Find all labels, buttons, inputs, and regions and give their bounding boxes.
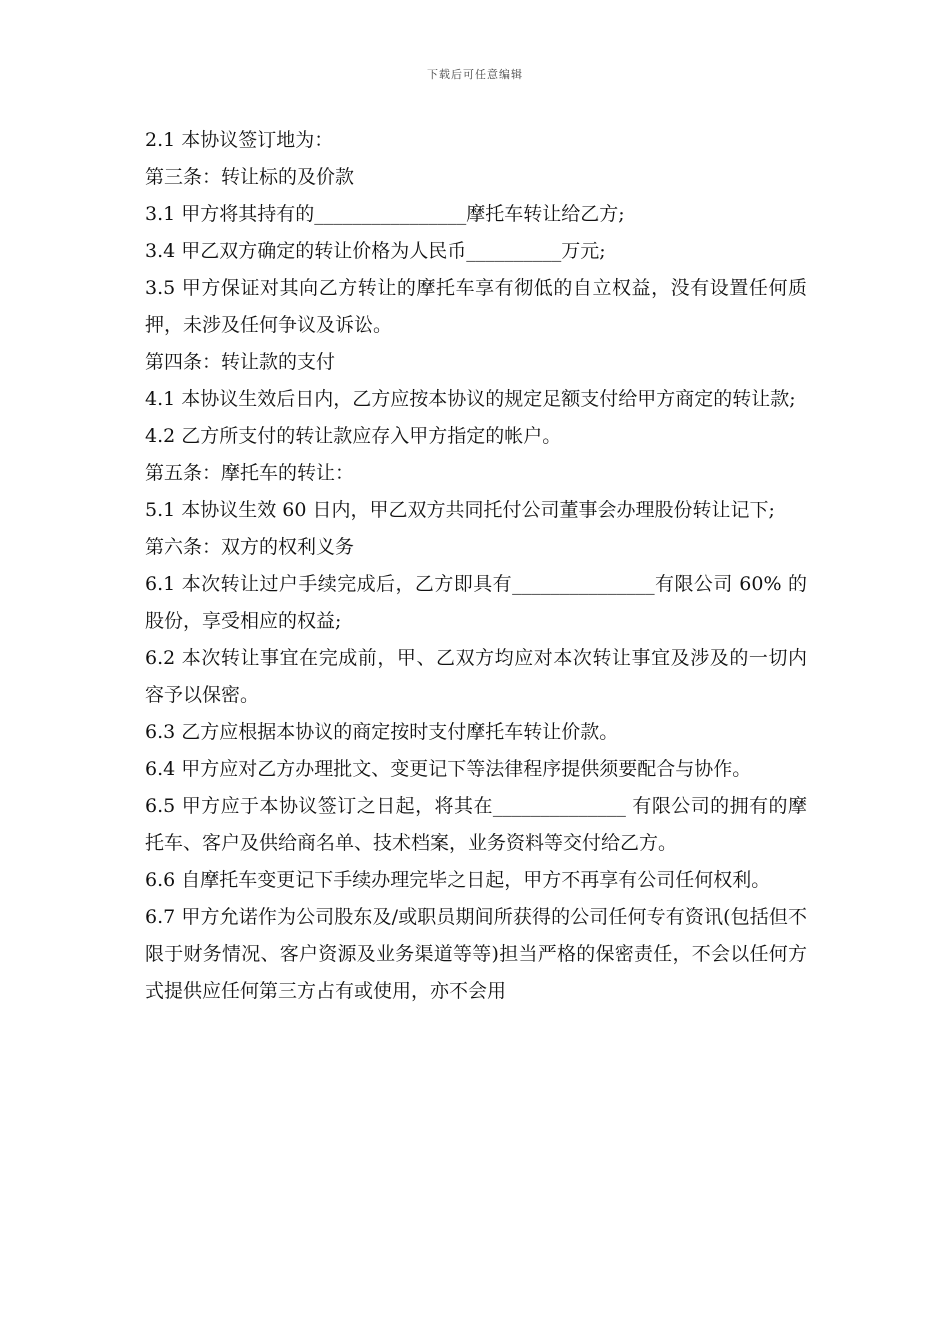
clause-6-1: 6.1 本次转让过户手续完成后，乙方即具有_______________有限公司 60% 的股份，享受相应的权益; xyxy=(145,573,807,632)
clause-3-1: 3.1 甲方将其持有的________________摩托车转让给乙方; xyxy=(145,203,625,225)
section-heading-article-6: 第六条：双方的权利义务 xyxy=(145,536,355,558)
clause-3-5: 3.5 甲方保证对其向乙方转让的摩托车享有彻低的自立权益，没有设置任何质押，未涉及任何争议及诉讼。 xyxy=(145,277,807,336)
clause-6-3: 6.3 乙方应根据本协议的商定按时支付摩托车转让价款。 xyxy=(145,721,619,743)
clause-2-1: 2.1 本协议签订地为： xyxy=(145,129,334,151)
page-header: 下载后可任意编辑 xyxy=(427,68,523,81)
clause-6-7: 6.7 甲方允诺作为公司股东及/或职员期间所获得的公司任何专有资讯(包括但不限于财务情况、客户资源及业务渠道等等)担当严格的保密责任，不会以任何方式提供应任何第三方占有或使用，亦不会用 xyxy=(145,906,807,1002)
clause-4-1: 4.1 本协议生效后日内，乙方应按本协议的规定足额支付给甲方商定的转让款; xyxy=(145,388,796,410)
section-heading-article-5: 第五条：摩托车的转让： xyxy=(145,462,355,484)
clause-6-6: 6.6 自摩托车变更记下手续办理完毕之日起，甲方不再享有公司任何权利。 xyxy=(145,869,771,891)
clause-3-4: 3.4 甲乙双方确定的转让价格为人民币__________万元; xyxy=(145,240,606,262)
clause-4-2: 4.2 乙方所支付的转让款应存入甲方指定的帐户。 xyxy=(145,425,562,447)
document-body xyxy=(145,122,807,1010)
clause-6-5: 6.5 甲方应于本协议签订之日起，将其在______________ 有限公司的拥有的摩托车、客户及供给商名单、技术档案，业务资料等交付给乙方。 xyxy=(145,795,807,854)
section-heading-article-3: 第三条：转让标的及价款 xyxy=(145,166,355,188)
clause-6-2: 6.2 本次转让事宜在完成前，甲、乙双方均应对本次转让事宜及涉及的一切内容予以保密。 xyxy=(145,647,807,706)
clause-6-4: 6.4 甲方应对乙方办理批文、变更记下等法律程序提供须要配合与协作。 xyxy=(145,758,752,780)
section-heading-article-4: 第四条：转让款的支付 xyxy=(145,351,336,373)
clause-5-1: 5.1 本协议生效 60 日内，甲乙双方共同托付公司董事会办理股份转让记下; xyxy=(145,499,775,521)
